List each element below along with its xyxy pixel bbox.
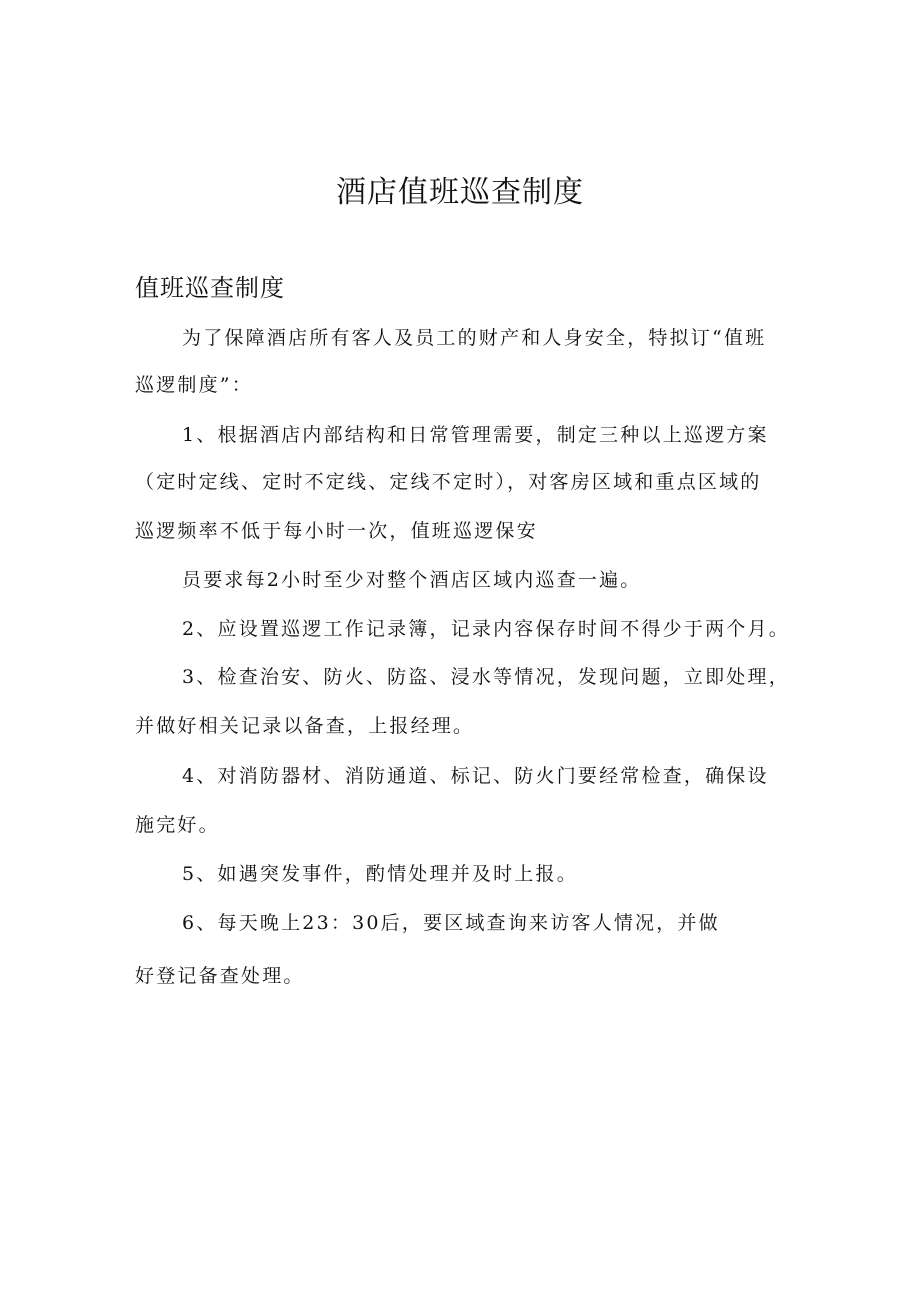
paragraph-line: 6、每天晚上23：30后，要区域查询来访客人情况，并做 <box>182 912 720 934</box>
paragraph-line: 巡逻频率不低于每小时一次，值班巡逻保安 <box>135 520 538 542</box>
document-title: 酒店值班巡查制度 <box>336 175 584 210</box>
paragraph-line: 好登记备查处理。 <box>135 965 305 987</box>
paragraph-line: 施完好。 <box>135 814 220 836</box>
paragraph-line: 巡逻制度”： <box>135 374 253 396</box>
section-heading: 值班巡查制度 <box>135 274 285 302</box>
paragraph-line: 3、检查治安、防火、防盗、浸水等情况，发现问题，立即处理， <box>182 666 790 688</box>
paragraph-line: 并做好相关记录以备查，上报经理。 <box>135 715 475 737</box>
paragraph-line: 5、如遇突发事件，酌情处理并及时上报。 <box>182 863 578 885</box>
paragraph-line: （定时定线、定时不定线、定线不定时），对客房区域和重点区域的 <box>135 471 762 493</box>
paragraph-line: 4、对消防器材、消防通道、标记、防火门要经常检查，确保设 <box>182 765 769 787</box>
paragraph-line: 为了保障酒店所有客人及员工的财产和人身安全，特拟订“值班 <box>182 327 767 349</box>
paragraph-line: 2、应设置巡逻工作记录簿，记录内容保存时间不得少于两个月。 <box>182 618 790 640</box>
paragraph-line: 1、根据酒店内部结构和日常管理需要，制定三种以上巡逻方案 <box>182 424 769 446</box>
paragraph-line: 员要求每2小时至少对整个酒店区域内巡查一遍。 <box>182 569 642 591</box>
